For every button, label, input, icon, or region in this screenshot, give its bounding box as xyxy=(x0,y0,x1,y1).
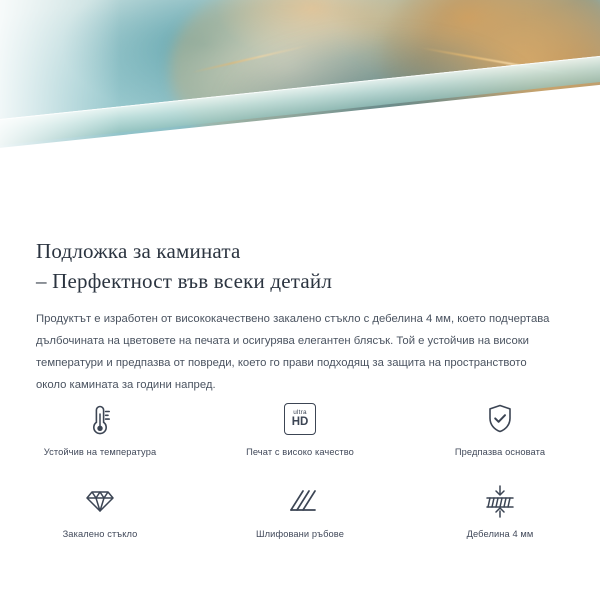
feature-item xyxy=(200,480,400,558)
diamond-icon xyxy=(81,480,119,522)
polished-edges-icon xyxy=(281,480,319,522)
feature-item xyxy=(400,480,600,558)
text-content xyxy=(0,222,600,396)
feature-label: Предпазва основата xyxy=(454,447,546,457)
hero-left-fade xyxy=(0,0,120,222)
feature-label: Устойчив на температура xyxy=(43,447,157,457)
feature-label: Печат с високо качество xyxy=(246,447,354,457)
description-paragraph: Продуктът е изработен от висококачествено закалено стъкло с дебелина 4 мм, което подчертава дълбочината на цветовете на печата и осигурява елегантен блясък. Той е устойчив на високи температури и предпазва от повреди, което го прави подходящ за защита на пространството около камината за години напред. xyxy=(36,313,550,391)
feature-item xyxy=(0,398,200,476)
feature-grid xyxy=(0,398,600,558)
shield-check-icon xyxy=(483,398,517,440)
sparkle-icon xyxy=(498,150,532,184)
feature-item xyxy=(200,398,400,476)
headline-line-2: – Перфектност във всеки детайл xyxy=(36,269,333,293)
thickness-icon xyxy=(481,480,519,522)
feature-label: Дебелина 4 мм xyxy=(466,529,534,539)
page-title xyxy=(0,222,600,296)
badge-bottom-text: HD xyxy=(291,415,309,428)
hero-bottom-mask xyxy=(0,196,600,222)
feature-label: Закалено стъкло xyxy=(62,529,138,539)
ultra-hd-icon xyxy=(284,398,316,440)
headline-line-1: Подложка за камината xyxy=(36,239,241,263)
thermometer-icon xyxy=(83,398,117,440)
hero-product-image xyxy=(0,0,600,222)
feature-label: Шлифовани ръбове xyxy=(256,529,344,539)
feature-item xyxy=(400,398,600,476)
sparkle-icon xyxy=(555,177,575,197)
feature-item xyxy=(0,480,200,558)
badge-top-text: ultra xyxy=(293,408,307,416)
